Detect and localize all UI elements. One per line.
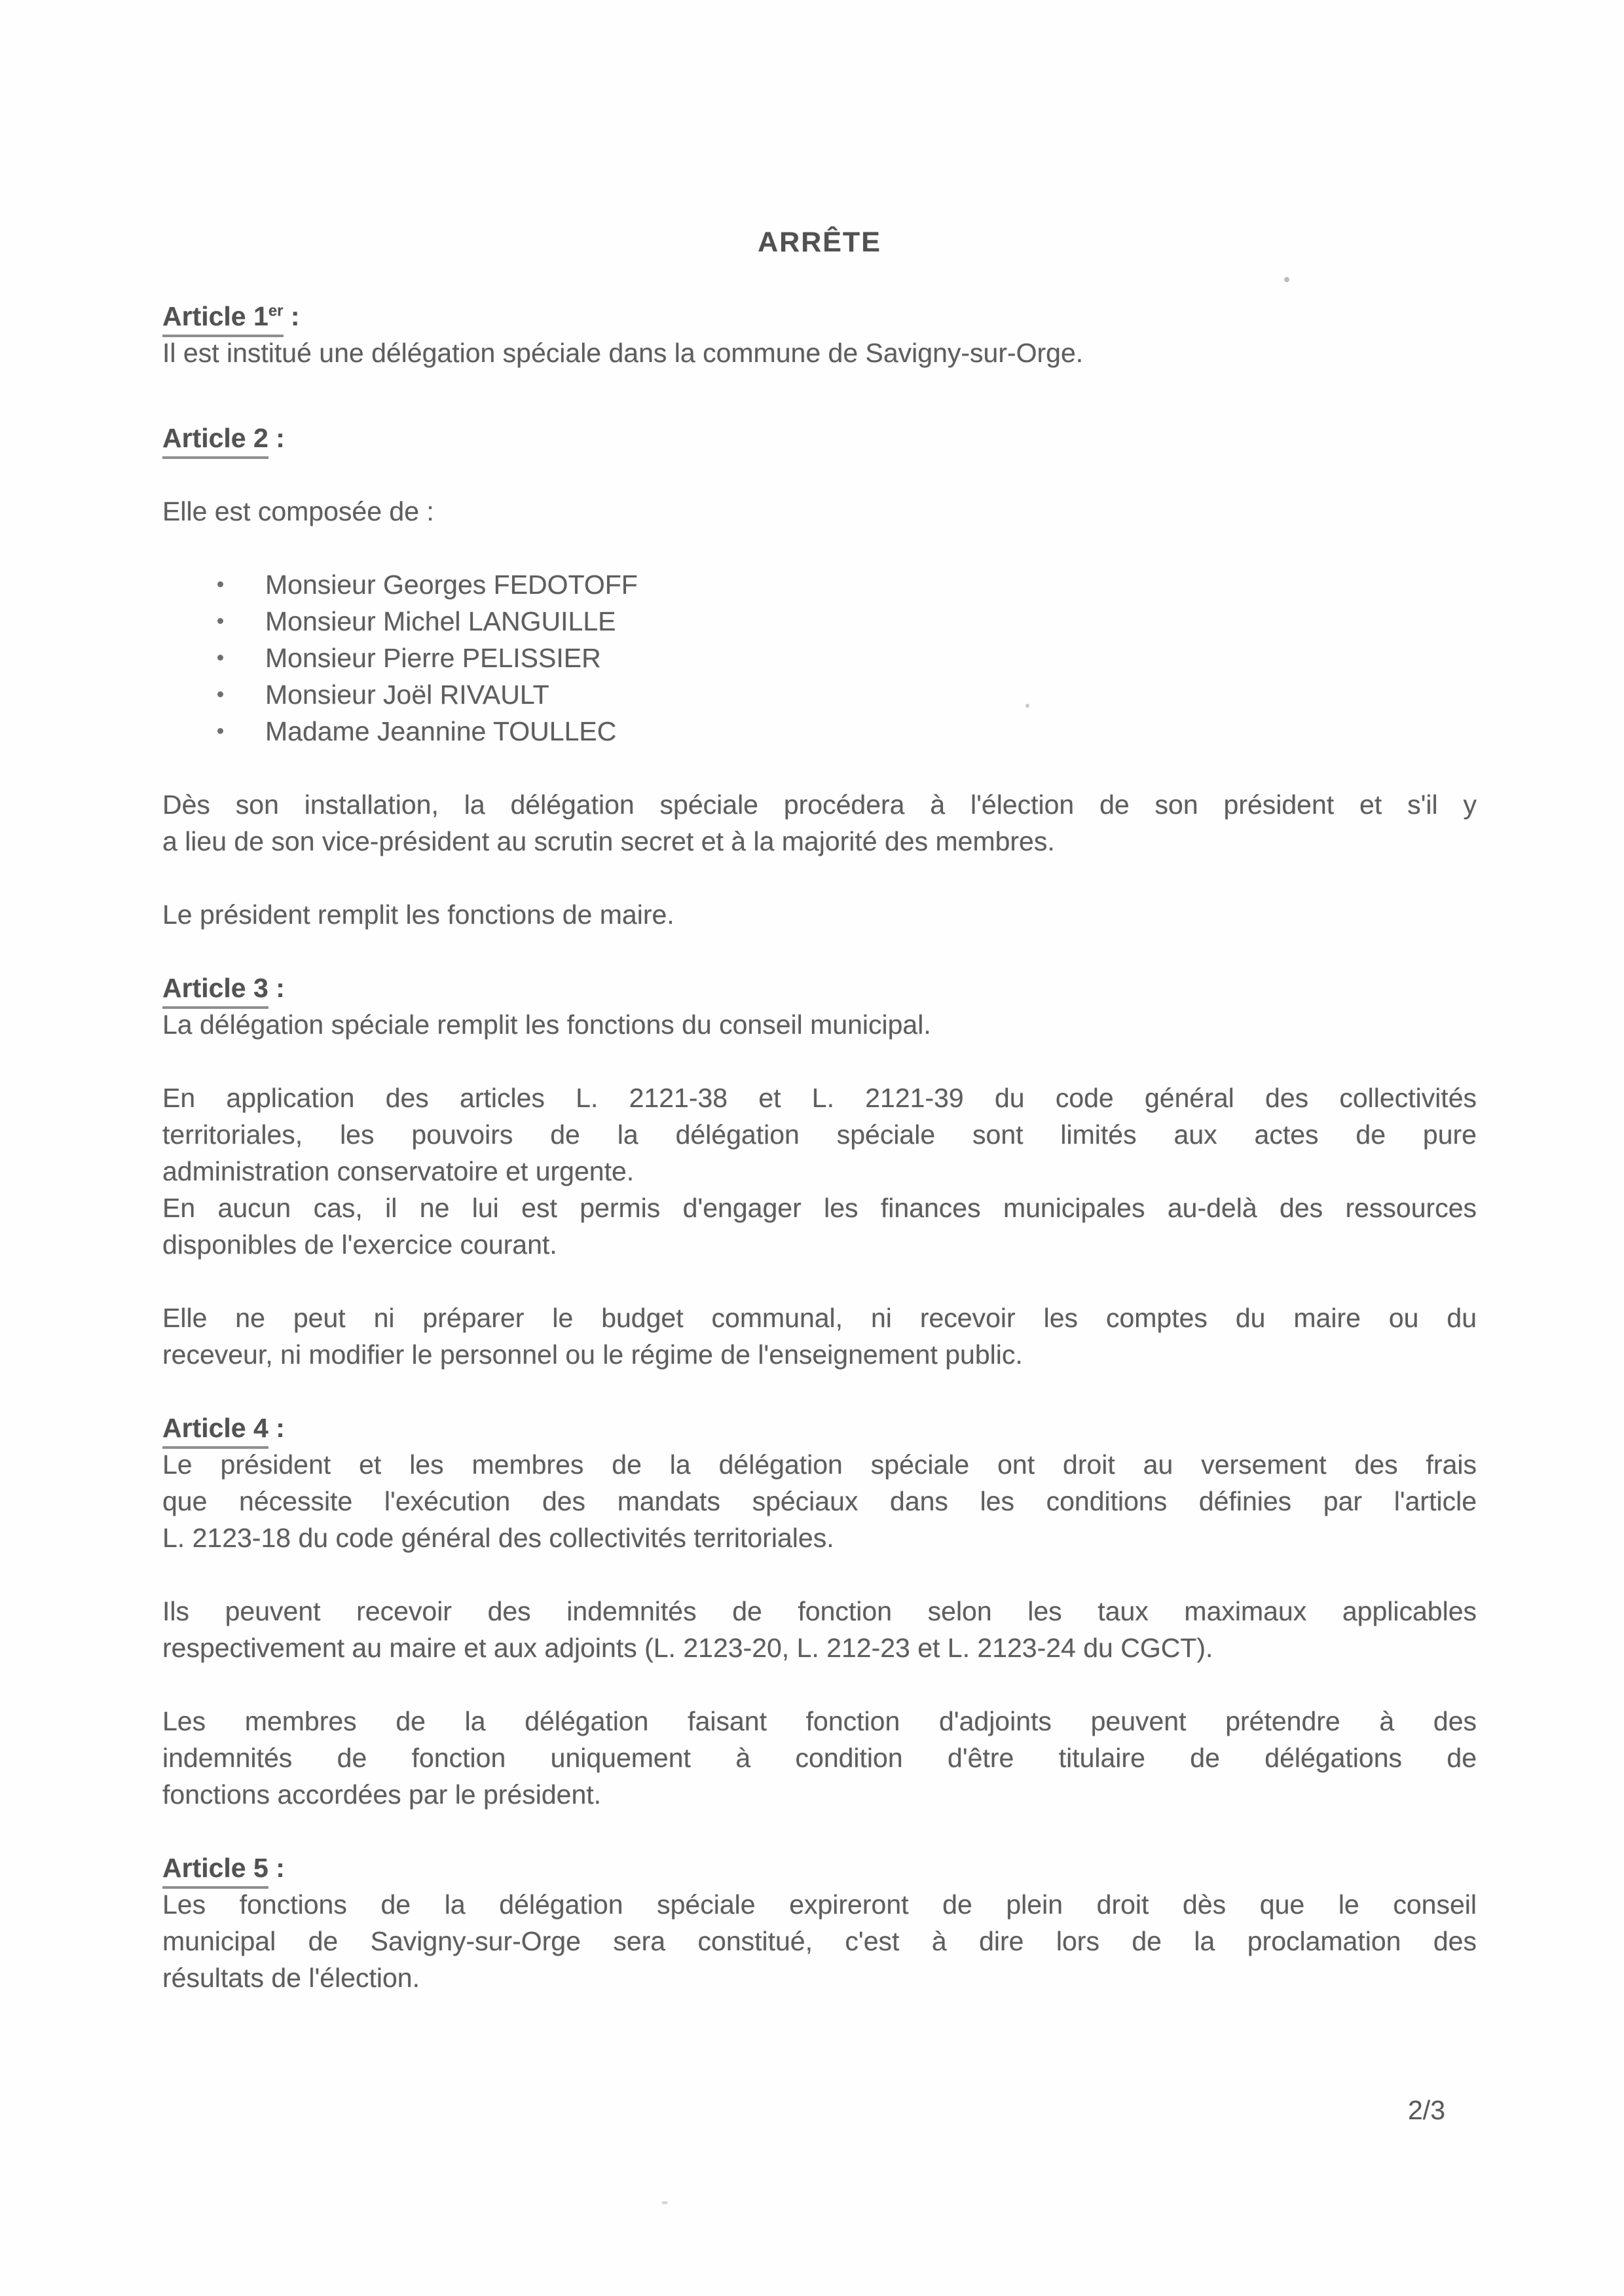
article-heading-underlined: Article 2 <box>162 423 268 459</box>
paragraph-line: a lieu de son vice-président au scrutin secret et à la majorité des membres. <box>162 826 1055 856</box>
list-item <box>162 566 1477 603</box>
paragraph <box>162 786 1477 860</box>
paragraph-line: Le président et les membres de la délégation spéciale ont droit au versement des frais <box>162 1449 1477 1480</box>
paragraph-line: fonctions accordées par le président. <box>162 1779 602 1810</box>
bullet-icon <box>217 581 223 587</box>
article-heading-underlined: Article 3 <box>162 973 268 1009</box>
article-heading-underlined: Article 4 <box>162 1413 268 1449</box>
document-blocks <box>162 298 1477 1996</box>
paragraph <box>162 335 1477 371</box>
paragraph <box>162 1446 1477 1556</box>
article-heading-underlined: Article 5 <box>162 1853 268 1889</box>
article-heading-colon: : <box>268 1413 285 1443</box>
paragraph <box>162 896 1477 933</box>
paragraph-line: Le président remplit les fonctions de maire. <box>162 900 674 930</box>
list-item <box>162 640 1477 676</box>
list-item <box>162 676 1477 713</box>
list-item-label: Monsieur Joël RIVAULT <box>265 680 549 710</box>
paragraph <box>162 493 1477 530</box>
article-heading-colon: : <box>268 973 285 1003</box>
list-item-label: Monsieur Georges FEDOTOFF <box>265 570 638 600</box>
paragraph-line: En aucun cas, il ne lui est permis d'engager les finances municipales au-delà des ressources <box>162 1193 1477 1223</box>
paragraph-line: Les membres de la délégation faisant fonction d'adjoints peuvent prétendre à des <box>162 1706 1477 1736</box>
paragraph-line: indemnités de fonction uniquement à condition d'être titulaire de délégations de <box>162 1743 1477 1773</box>
paragraph-line: Dès son installation, la délégation spéciale procédera à l'élection de son président et s'il y <box>162 790 1477 820</box>
article-heading <box>162 1850 1477 1886</box>
bullet-icon <box>217 728 223 734</box>
article-heading-colon: : <box>268 423 285 453</box>
article-heading-underlined: Article 1er <box>162 301 284 337</box>
paragraph <box>162 1886 1477 1996</box>
scan-speck <box>661 2201 668 2204</box>
list-item-label: Madame Jeannine TOULLEC <box>265 716 617 746</box>
scan-speck <box>1284 277 1289 282</box>
article-heading-colon: : <box>283 301 300 331</box>
document-title: ARRÊTE <box>758 227 881 258</box>
article-heading <box>162 420 1477 456</box>
paragraph-line: disponibles de l'exercice courant. <box>162 1230 557 1260</box>
paragraph-line: territoriales, les pouvoirs de la délégation spéciale sont limités aux actes de pure <box>162 1120 1477 1150</box>
bullet-icon <box>217 691 223 697</box>
paragraph-line: respectivement au maire et aux adjoints (L. 2123-20, L. 212-23 et L. 2123-24 du CGCT). <box>162 1633 1213 1663</box>
list-item <box>162 603 1477 640</box>
list-item-label: Monsieur Pierre PELISSIER <box>265 643 601 673</box>
bullet-icon <box>217 655 223 661</box>
paragraph <box>162 1006 1477 1043</box>
paragraph-line: Elle ne peut ni préparer le budget communal, ni recevoir les comptes du maire ou du <box>162 1303 1477 1333</box>
paragraph-line: En application des articles L. 2121-38 et L. 2121-39 du code général des collectivités <box>162 1083 1477 1113</box>
paragraph <box>162 1593 1477 1666</box>
article-heading <box>162 298 1477 335</box>
paragraph-line: L. 2123-18 du code général des collectivités territoriales. <box>162 1523 834 1553</box>
article-heading-colon: : <box>268 1853 285 1883</box>
list-item <box>162 713 1477 750</box>
scan-speck <box>1025 704 1029 708</box>
paragraph-line: Les fonctions de la délégation spéciale expireront de plein droit dès que le conseil <box>162 1889 1477 1920</box>
paragraph-line: Ils peuvent recevoir des indemnités de fonction selon les taux maximaux applicables <box>162 1596 1477 1626</box>
paragraph <box>162 1080 1477 1263</box>
list-item-label: Monsieur Michel LANGUILLE <box>265 606 616 636</box>
page-number: 2/3 <box>1408 2095 1445 2125</box>
paragraph <box>162 1703 1477 1813</box>
paragraph-line: receveur, ni modifier le personnel ou le régime de l'enseignement public. <box>162 1339 1023 1370</box>
paragraph-line: résultats de l'élection. <box>162 1963 420 1993</box>
paragraph-line: La délégation spéciale remplit les fonctions du conseil municipal. <box>162 1010 931 1040</box>
bullet-list <box>162 566 1477 750</box>
article-heading <box>162 970 1477 1006</box>
paragraph <box>162 1300 1477 1373</box>
bullet-icon <box>217 618 223 624</box>
paragraph-line: administration conservatoire et urgente. <box>162 1156 635 1186</box>
article-heading <box>162 1410 1477 1446</box>
paragraph-line: municipal de Savigny-sur-Orge sera constitué, c'est à dire lors de la proclamation des <box>162 1926 1477 1956</box>
paragraph-line: Elle est composée de : <box>162 496 434 526</box>
paragraph-line: Il est institué une délégation spéciale dans la commune de Savigny-sur-Orge. <box>162 338 1084 368</box>
document-content <box>162 0 1477 1996</box>
paragraph-line: que nécessite l'exécution des mandats spéciaux dans les conditions définies par l'article <box>162 1486 1477 1516</box>
